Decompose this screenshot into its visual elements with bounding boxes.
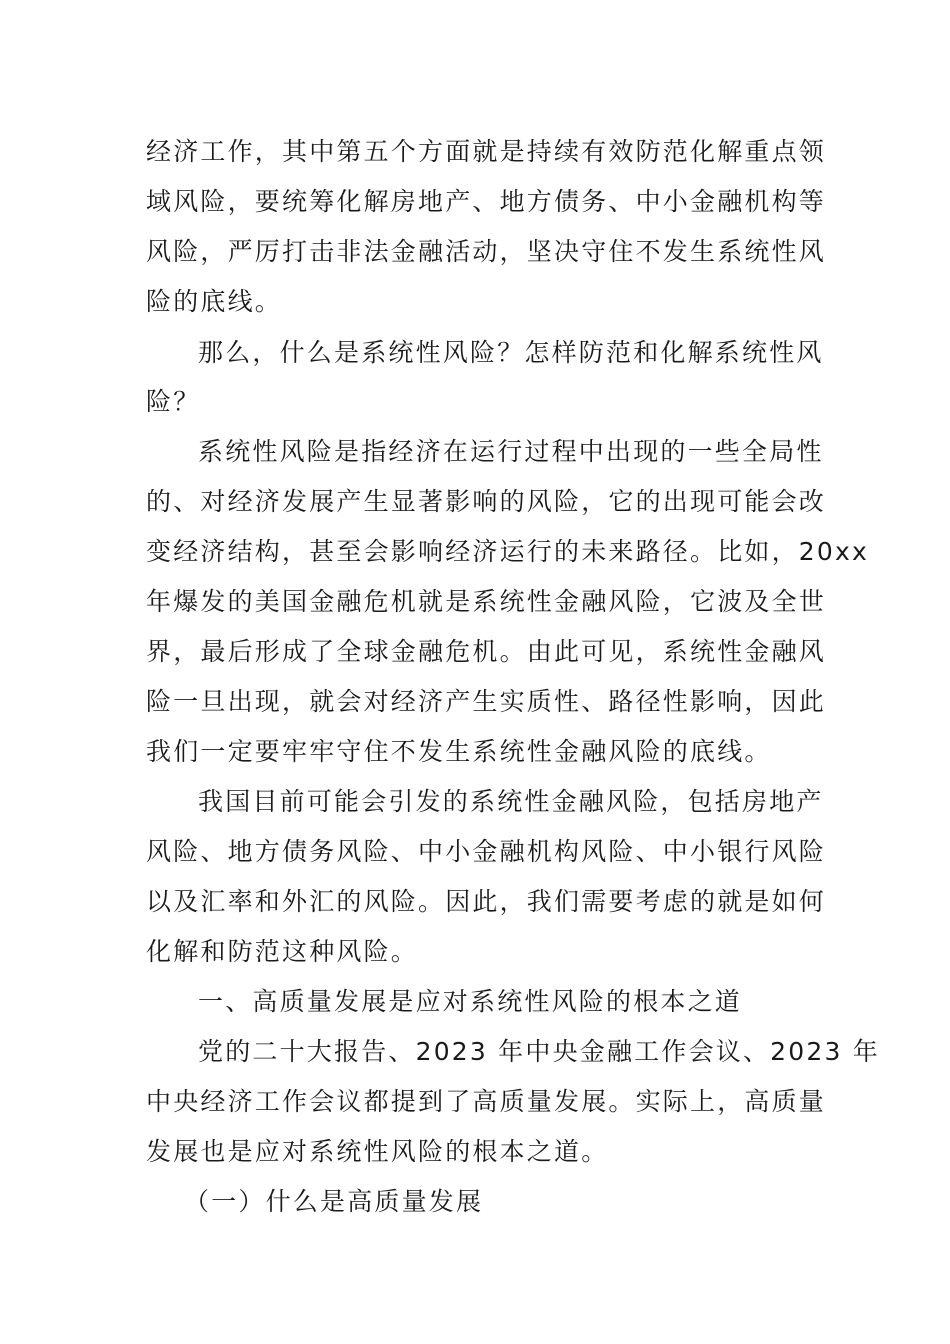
subsection-heading: （一）什么是高质量发展 (184, 1187, 484, 1216)
paragraph-line: 风险，严厉打击非法金融活动，坚决守住不发生系统性风 (146, 237, 827, 266)
paragraph-line: 我们一定要牢牢守住不发生系统性金融风险的底线。 (146, 737, 772, 766)
paragraph-line: 以及汇率和外汇的风险。因此，我们需要考虑的就是如何 (146, 887, 827, 916)
paragraph-line: 发展也是应对系统性风险的根本之道。 (146, 1137, 609, 1166)
paragraph-line: 系统性风险是指经济在运行过程中出现的一些全局性 (198, 437, 824, 466)
paragraph-line: 经济工作，其中第五个方面就是持续有效防范化解重点领 (146, 137, 827, 166)
section-heading: 一、高质量发展是应对系统性风险的根本之道 (198, 987, 743, 1016)
paragraph-line: 险？ (146, 387, 201, 416)
paragraph-line: 险一旦出现，就会对经济产生实质性、路径性影响，因此 (146, 687, 827, 716)
paragraph-line: 风险、地方债务风险、中小金融机构风险、中小银行风险 (146, 837, 827, 866)
paragraph-line: 域风险，要统筹化解房地产、地方债务、中小金融机构等 (146, 187, 827, 216)
paragraph-line: 变经济结构，甚至会影响经济运行的未来路径。比如，20xx (146, 537, 870, 566)
paragraph-line: 中央经济工作会议都提到了高质量发展。实际上，高质量 (146, 1087, 827, 1116)
paragraph-line: 化解和防范这种风险。 (146, 937, 419, 966)
paragraph-line: 界，最后形成了全球金融危机。由此可见，系统性金融风 (146, 637, 827, 666)
paragraph-line: 我国目前可能会引发的系统性金融风险，包括房地产 (198, 787, 824, 816)
paragraph-line: 的、对经济发展产生显著影响的风险，它的出现可能会改 (146, 487, 827, 516)
paragraph-line: 年爆发的美国金融危机就是系统性金融风险，它波及全世 (146, 587, 827, 616)
paragraph-line: 险的底线。 (146, 287, 283, 316)
paragraph-line: 那么，什么是系统性风险？怎样防范和化解系统性风 (198, 338, 824, 367)
paragraph-line: 党的二十大报告、2023 年中央金融工作会议、2023 年 (198, 1037, 880, 1066)
